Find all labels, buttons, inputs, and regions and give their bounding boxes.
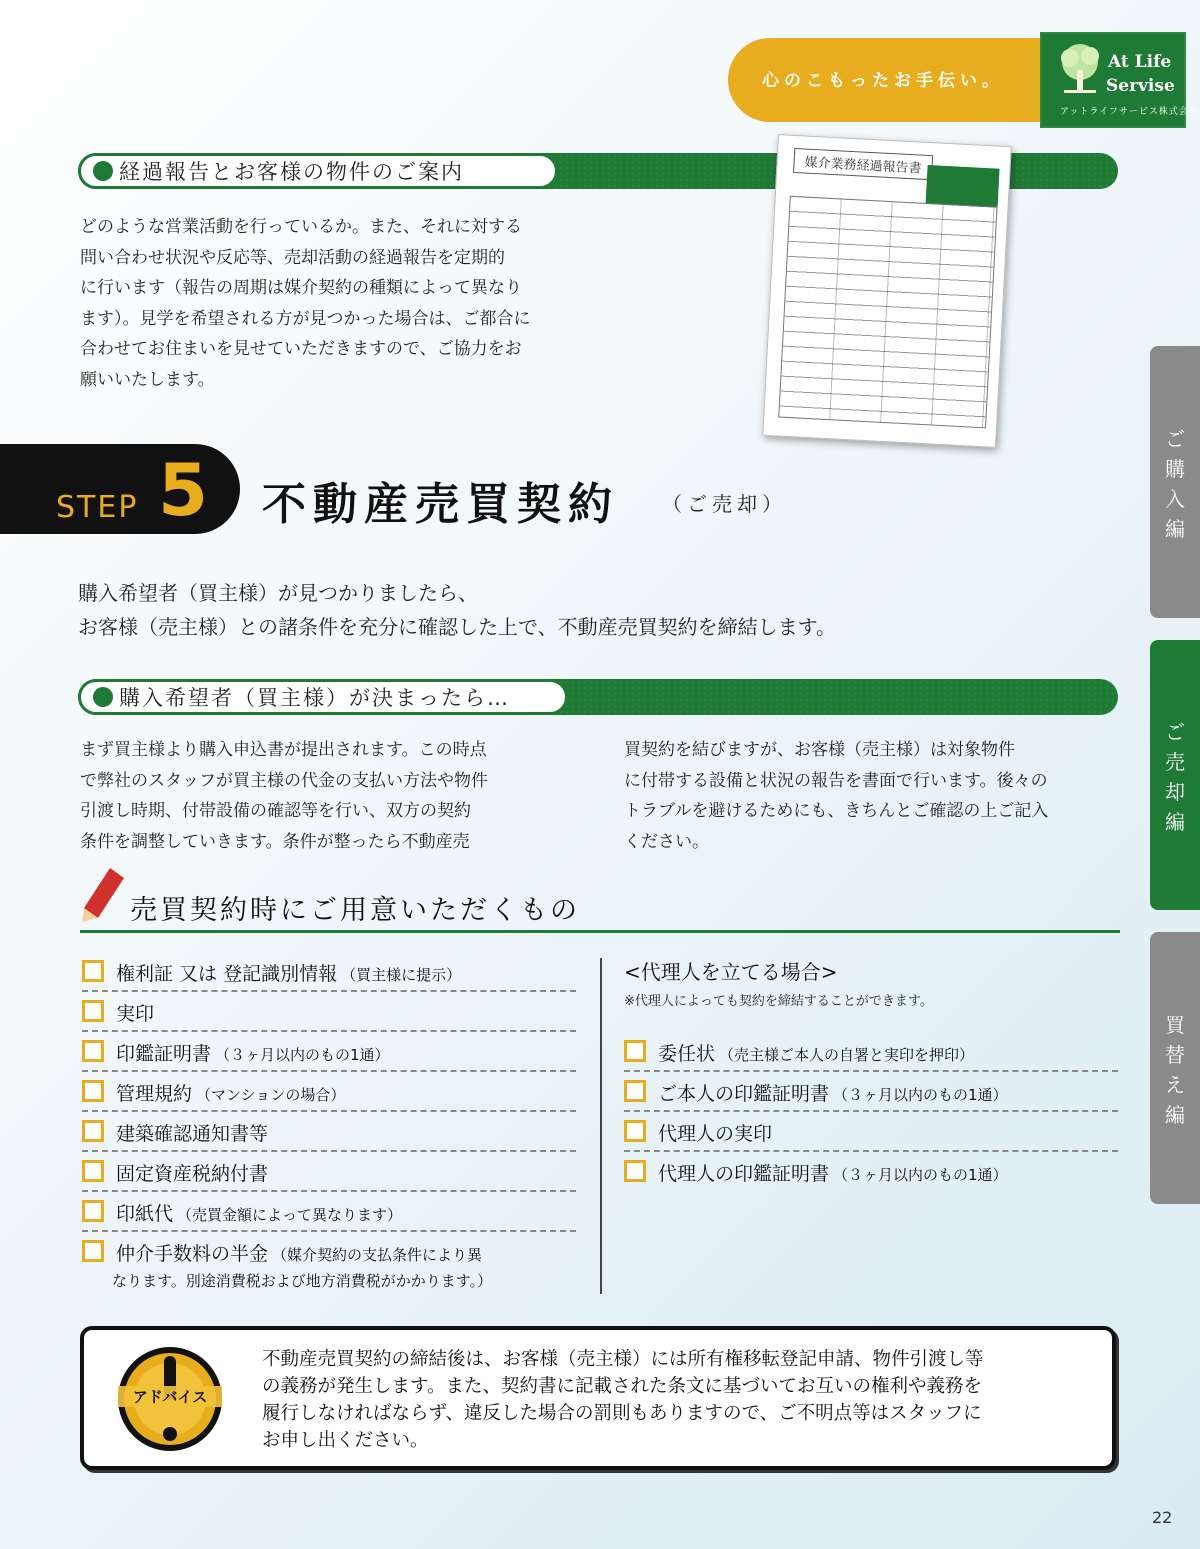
page-number: 22 <box>1152 1508 1173 1527</box>
item-note: （媒介契約の支払条件により異 <box>272 1246 483 1264</box>
slogan-text: 心のこもったお手伝い。 <box>762 71 1004 91</box>
intro-text <box>78 576 836 644</box>
advice-text <box>262 1346 1092 1454</box>
intro-line: お客様（売主様）との諸条件を充分に確認した上で、不動産売買契約を締結します。 <box>78 615 836 639</box>
checkbox-icon <box>82 960 104 982</box>
list-item <box>82 1038 390 1066</box>
list-item <box>82 958 461 986</box>
item-label: 印鑑証明書 <box>116 1043 212 1065</box>
item-note: （３ヶ月以内のもの1通） <box>833 1166 1008 1184</box>
step-label: STEP <box>56 490 139 525</box>
list-item <box>82 1238 482 1266</box>
tab-label-char: 編 <box>1165 810 1185 834</box>
section2-heading: 購入希望者（買主様）が決まったら… <box>119 686 510 710</box>
list-item <box>624 1158 1008 1186</box>
advice-badge-label: アドバイス <box>118 1386 222 1407</box>
logo-line2: Servise <box>1106 76 1175 96</box>
column-divider <box>600 958 602 1294</box>
text-line: 合わせてお住まいを見せていただきますので、ご協力をお <box>80 339 522 359</box>
section2-left-column <box>80 735 488 857</box>
item-note-continued: なります。別途消費税および地方消費税がかかります。） <box>112 1272 493 1290</box>
bullet-dot-icon <box>93 687 113 707</box>
text-line: 買契約を結びますが、お客様（売主様）は対象物件 <box>624 740 1015 760</box>
list-item <box>82 1198 402 1226</box>
divider <box>82 1030 576 1032</box>
tab-label-char: 買 <box>1165 1013 1185 1037</box>
advice-line: お申し出ください。 <box>262 1430 429 1451</box>
item-label: 管理規約 <box>116 1083 193 1105</box>
checkbox-icon <box>82 1160 104 1182</box>
item-note: （３ヶ月以内のもの1通） <box>833 1086 1008 1104</box>
checkbox-icon <box>82 1080 104 1102</box>
divider <box>82 1230 576 1232</box>
divider <box>80 930 1120 933</box>
tab-label-char: 購 <box>1165 457 1185 481</box>
divider <box>82 1070 576 1072</box>
item-note: （マンションの場合） <box>196 1086 346 1104</box>
tab-label-char: え <box>1165 1073 1185 1097</box>
checkbox-icon <box>82 1200 104 1222</box>
text-line: 願いいたします。 <box>80 369 215 390</box>
agent-heading: <代理人を立てる場合> <box>624 960 838 984</box>
item-label: 代理人の実印 <box>658 1123 773 1145</box>
advice-line: 不動産売買契約の締結後は、お客様（売主様）には所有権移転登記申請、物件引渡し等 <box>262 1349 984 1370</box>
checkbox-icon <box>624 1040 646 1062</box>
item-label: 固定資産税納付書 <box>116 1163 269 1185</box>
item-label: 建築確認通知書等 <box>116 1123 269 1145</box>
doc-form-grid <box>778 196 997 429</box>
logo-line1: At Life <box>1108 52 1172 72</box>
section1-heading: 経過報告とお客様の物件のご案内 <box>119 160 464 184</box>
step-title: 不動産売買契約 <box>262 479 619 530</box>
list-item <box>624 1038 974 1066</box>
logo-company-name: アットライフサービス株式会社 <box>1060 107 1199 117</box>
item-note: （売買金額によって異なります） <box>177 1206 403 1224</box>
section2-right-column <box>624 735 1048 857</box>
tab-label-char: 編 <box>1165 1103 1185 1127</box>
checkbox-icon <box>624 1120 646 1142</box>
step-number: 5 <box>158 448 209 532</box>
text-line: 引渡し時期、付帯設備の確認等を行い、双方の契約 <box>80 801 471 821</box>
text-line: に付帯する設備と状況の報告を書面で行います。後々の <box>624 770 1048 791</box>
advice-line: 履行しなければならず、違反した場合の罰則もありますので、ご不明点等はスタッフに <box>262 1403 982 1424</box>
doc-title: 媒介業務経過報告書 <box>793 148 933 180</box>
advice-line: の義務が発生します。また、契約書に記載された条文に基づいてお互いの権利や義務を <box>262 1376 983 1397</box>
text-line: 問い合わせ状況や反応等、売却活動の経過報告を定期的 <box>80 247 505 268</box>
text-line: ます）。見学を希望される方が見つかった場合は、ご都合に <box>80 308 531 329</box>
divider <box>82 1110 576 1112</box>
step-subtitle: （ご売却） <box>662 492 787 516</box>
divider <box>624 1110 1118 1112</box>
section1-body <box>80 212 531 395</box>
text-line: 条件を調整していきます。条件が整ったら不動産売 <box>80 831 470 852</box>
text-line: ください。 <box>624 831 709 852</box>
item-note: （買主様に提示） <box>341 966 462 984</box>
list-item <box>624 1118 772 1146</box>
checkbox-icon <box>624 1160 646 1182</box>
tab-label-char: 入 <box>1165 487 1185 511</box>
tab-label-char: 替 <box>1165 1043 1185 1067</box>
text-line: で弊社のスタッフが買主様の代金の支払い方法や物件 <box>80 770 488 791</box>
list-item <box>82 1118 268 1146</box>
item-label: 印紙代 <box>116 1203 174 1225</box>
text-line: まず買主様より購入申込書が提出されます。この時点 <box>80 740 487 760</box>
checkbox-icon <box>624 1080 646 1102</box>
item-label: 仲介手数料の半金 <box>116 1243 269 1265</box>
tab-label-char: 売 <box>1165 750 1185 774</box>
item-label: ご本人の印鑑証明書 <box>658 1083 830 1105</box>
item-label: 権利証 又は 登記識別情報 <box>116 963 338 985</box>
checkbox-icon <box>82 1000 104 1022</box>
report-document-image <box>762 134 1011 448</box>
prepare-title: 売買契約時にご用意いただくもの <box>130 895 580 926</box>
section-heading-pill <box>78 153 558 189</box>
divider <box>82 990 576 992</box>
checkbox-icon <box>82 1120 104 1142</box>
tab-label-char: 編 <box>1165 517 1185 541</box>
item-note: （売主様ご本人の自署と実印を押印） <box>719 1046 975 1064</box>
divider <box>624 1150 1118 1152</box>
pencil-icon <box>80 866 126 924</box>
item-label: 委任状 <box>658 1043 716 1065</box>
text-line: に行います（報告の周期は媒介契約の種類によって異なり <box>80 278 522 298</box>
tab-label-char: ご <box>1165 427 1185 451</box>
item-label: 実印 <box>116 1003 155 1025</box>
tab-purchase[interactable] <box>1150 346 1200 618</box>
list-item <box>82 998 154 1026</box>
tab-replacement[interactable] <box>1150 932 1200 1204</box>
section-heading-bar <box>78 679 1118 715</box>
item-note: （３ヶ月以内のもの1通） <box>215 1046 390 1064</box>
list-item <box>82 1078 345 1106</box>
tab-label-char: 却 <box>1165 780 1185 804</box>
agent-note: ※代理人によっても契約を締結することができます。 <box>624 994 933 1009</box>
item-label: 代理人の印鑑証明書 <box>658 1163 830 1185</box>
list-item <box>624 1078 1008 1106</box>
intro-line: 購入希望者（買主様）が見つかりましたら、 <box>78 581 478 605</box>
checkbox-icon <box>82 1040 104 1062</box>
divider <box>624 1070 1118 1072</box>
text-line: どのような営業活動を行っているか。また、それに対する <box>80 217 522 237</box>
tree-icon <box>1052 40 1108 96</box>
bullet-dot-icon <box>93 161 113 181</box>
tab-sale[interactable] <box>1150 640 1200 910</box>
text-line: トラブルを避けるためにも、きちんとご確認の上ご記入 <box>624 801 1049 821</box>
divider <box>82 1190 576 1192</box>
checkbox-icon <box>82 1240 104 1262</box>
section-heading-pill <box>78 679 568 715</box>
list-item <box>82 1158 268 1186</box>
divider <box>82 1150 576 1152</box>
tab-label-char: ご <box>1165 720 1185 744</box>
